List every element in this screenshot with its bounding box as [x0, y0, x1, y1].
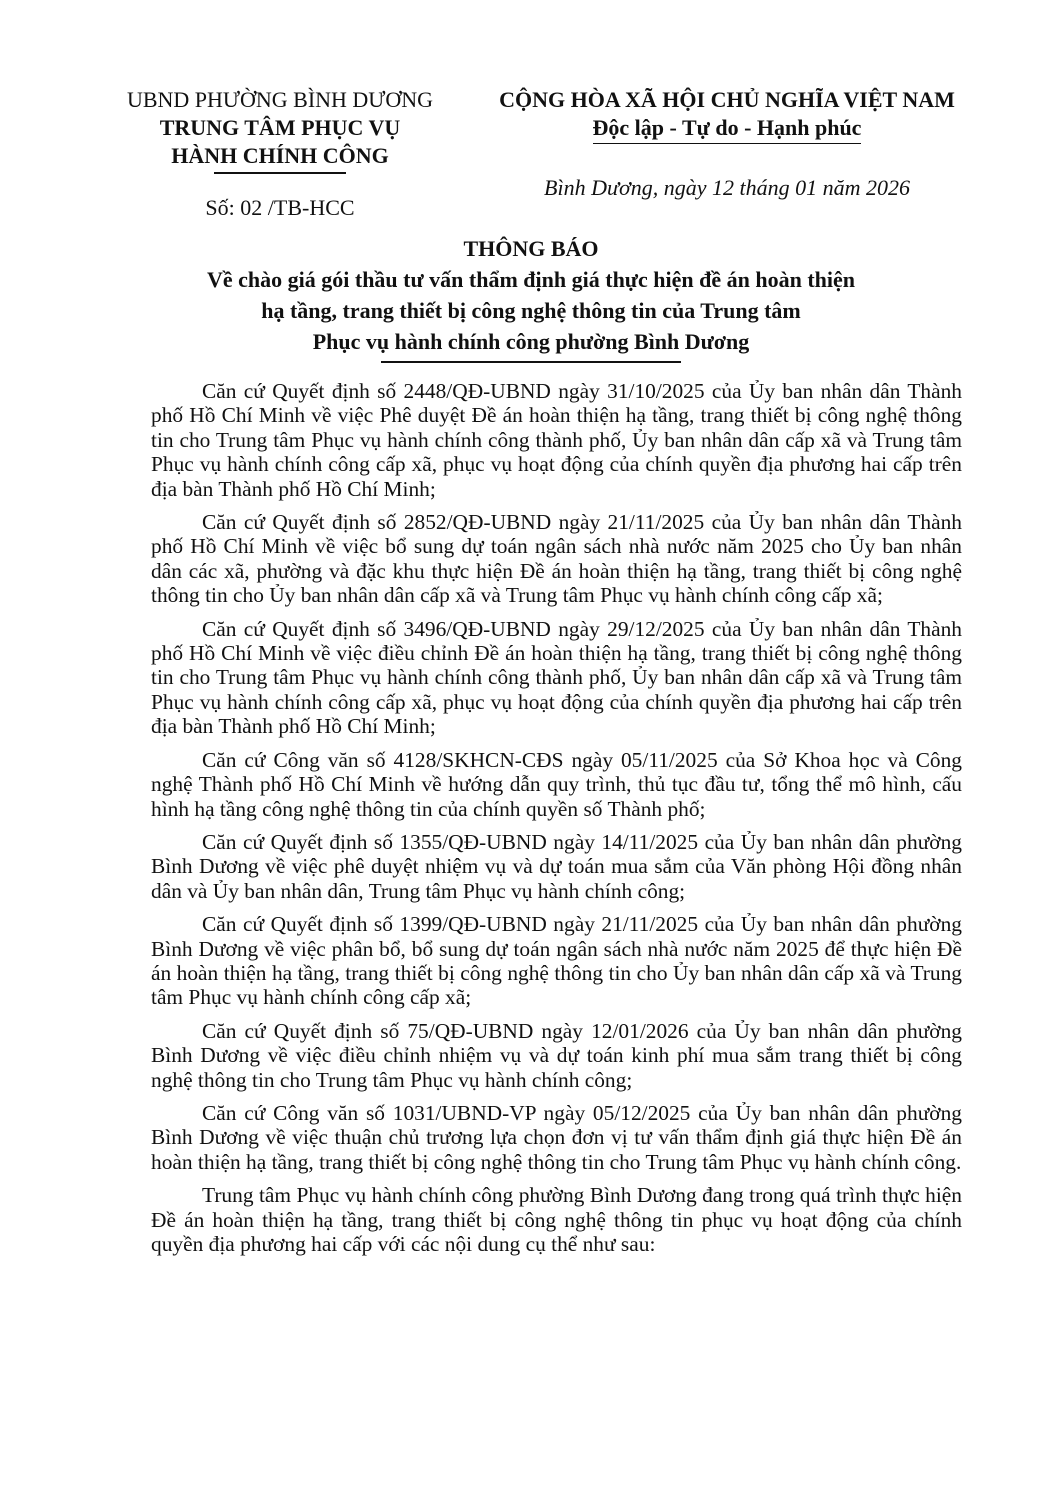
nation-name: CỘNG HÒA XÃ HỘI CHỦ NGHĨA VIỆT NAM [499, 87, 955, 112]
body-paragraph: Căn cứ Quyết định số 2448/QĐ-UBND ngày 31/10/2025 của Ủy ban nhân dân Thành phố Hồ Chí Minh về việc Phê duyệt Đề án hoàn thiện hạ tầng, trang thiết bị công nghệ thông tin cho Trung tâm Phục vụ hành chính công thành phố, Ủy ban nhân dân cấp xã và Trung tâm Phục vụ hành chính công cấp xã, phục vụ hoạt động của chính quyền địa phương hai cấp trên địa bàn Thành phố Hồ Chí Minh; [151, 379, 962, 501]
parent-agency: UBND PHƯỜNG BÌNH DƯƠNG [126, 87, 434, 112]
body-paragraph: Căn cứ Quyết định số 1355/QĐ-UBND ngày 14/11/2025 của Ủy ban nhân dân phường Bình Dương về việc phê duyệt nhiệm vụ và dự toán mua sắm của Văn phòng Hội đồng nhân dân và Ủy ban nhân dân, Trung tâm Phục vụ hành chính công; [151, 829, 962, 903]
document-number: Số: 02 /TB-HCC [205, 194, 355, 220]
document-type-heading: THÔNG BÁO [463, 236, 599, 261]
subject-line-1: Về chào giá gói thầu tư vấn thẩm định giá thực hiện đề án hoàn thiện [206, 267, 855, 292]
body-paragraph: Căn cứ Quyết định số 75/QĐ-UBND ngày 12/01/2026 của Ủy ban nhân dân phường Bình Dương về việc điều chỉnh nhiệm vụ và dự toán kinh phí mua sắm trang thiết bị công nghệ thông tin cho Trung tâm Phục vụ hành chính công; [151, 1018, 962, 1092]
document-date: Bình Dương, ngày 12 tháng 01 năm 2026 [544, 175, 910, 200]
document-body [151, 379, 962, 1265]
issuing-agency-block [100, 86, 460, 222]
body-paragraph: Căn cứ Công văn số 1031/UBND-VP ngày 05/12/2025 của Ủy ban nhân dân phường Bình Dương về việc thuận chủ trương lựa chọn đơn vị tư vấn thẩm định giá thực hiện Đề án hoàn thiện hạ tầng, trang thiết bị công nghệ thông tin cho Trung tâm Phục vụ hành chính công. [151, 1100, 962, 1174]
national-header-block [472, 86, 982, 144]
body-paragraph: Căn cứ Quyết định số 3496/QĐ-UBND ngày 29/12/2025 của Ủy ban nhân dân Thành phố Hồ Chí Minh về việc điều chỉnh Đề án hoàn thiện hạ tầng, trang thiết bị công nghệ thông tin cho Trung tâm Phục vụ hành chính công thành phố, Ủy ban nhân dân cấp xã và Trung tâm Phục vụ hành chính công cấp xã, phục vụ hoạt động của chính quyền địa phương hai cấp trên địa bàn Thành phố Hồ Chí Minh; [151, 616, 962, 739]
body-paragraph: Trung tâm Phục vụ hành chính công phường Bình Dương đang trong quá trình thực hiện Đề án hoàn thiện hạ tầng, trang thiết bị công nghệ thông tin phục vụ hoạt động của chính quyền địa phương hai cấp với các nội dung cụ thể như sau: [151, 1183, 962, 1256]
body-paragraph: Căn cứ Công văn số 4128/SKHCN-CĐS ngày 05/11/2025 của Sở Khoa học và Công nghệ Thành phố Hồ Chí Minh về hướng dẫn quy trình, thủ tục đầu tư, tổng thể mô hình, cấu hình hạ tầng công nghệ thông tin của chính quyền số Thành phố; [151, 747, 962, 821]
unit-name-line2: HÀNH CHÍNH CÔNG [171, 143, 389, 168]
unit-name-line1: TRUNG TÂM PHỤC VỤ [159, 115, 401, 140]
body-paragraph: Căn cứ Quyết định số 2852/QĐ-UBND ngày 21/11/2025 của Ủy ban nhân dân Thành phố Hồ Chí Minh về việc bổ sung dự toán ngân sách nhà nước năm 2025 cho Ủy ban nhân dân các xã, phường và đặc khu thực hiện Đề án hoàn thiện hạ tầng, trang thiết bị công nghệ thông tin cho Ủy ban nhân dân cấp xã và Trung tâm Phục vụ hành chính công cấp xã; [151, 510, 962, 608]
agency-underline [214, 172, 346, 174]
subject-line-2: hạ tầng, trang thiết bị công nghệ thông tin của Trung tâm [261, 298, 801, 323]
subject-line-3: Phục vụ hành chính công phường Bình Dương [312, 329, 750, 354]
document-title-block [120, 233, 942, 363]
title-underline [381, 361, 681, 363]
body-paragraph: Căn cứ Quyết định số 1399/QĐ-UBND ngày 21/11/2025 của Ủy ban nhân dân phường Bình Dương về việc phân bổ, bổ sung dự toán ngân sách nhà nước năm 2025 để thực hiện Đề án hoàn thiện hạ tầng, trang thiết bị công nghệ thông tin cho Ủy ban nhân dân cấp xã và Trung tâm Phục vụ hành chính công cấp xã; [151, 912, 962, 1010]
national-motto: Độc lập - Tự do - Hạnh phúc [593, 114, 862, 144]
